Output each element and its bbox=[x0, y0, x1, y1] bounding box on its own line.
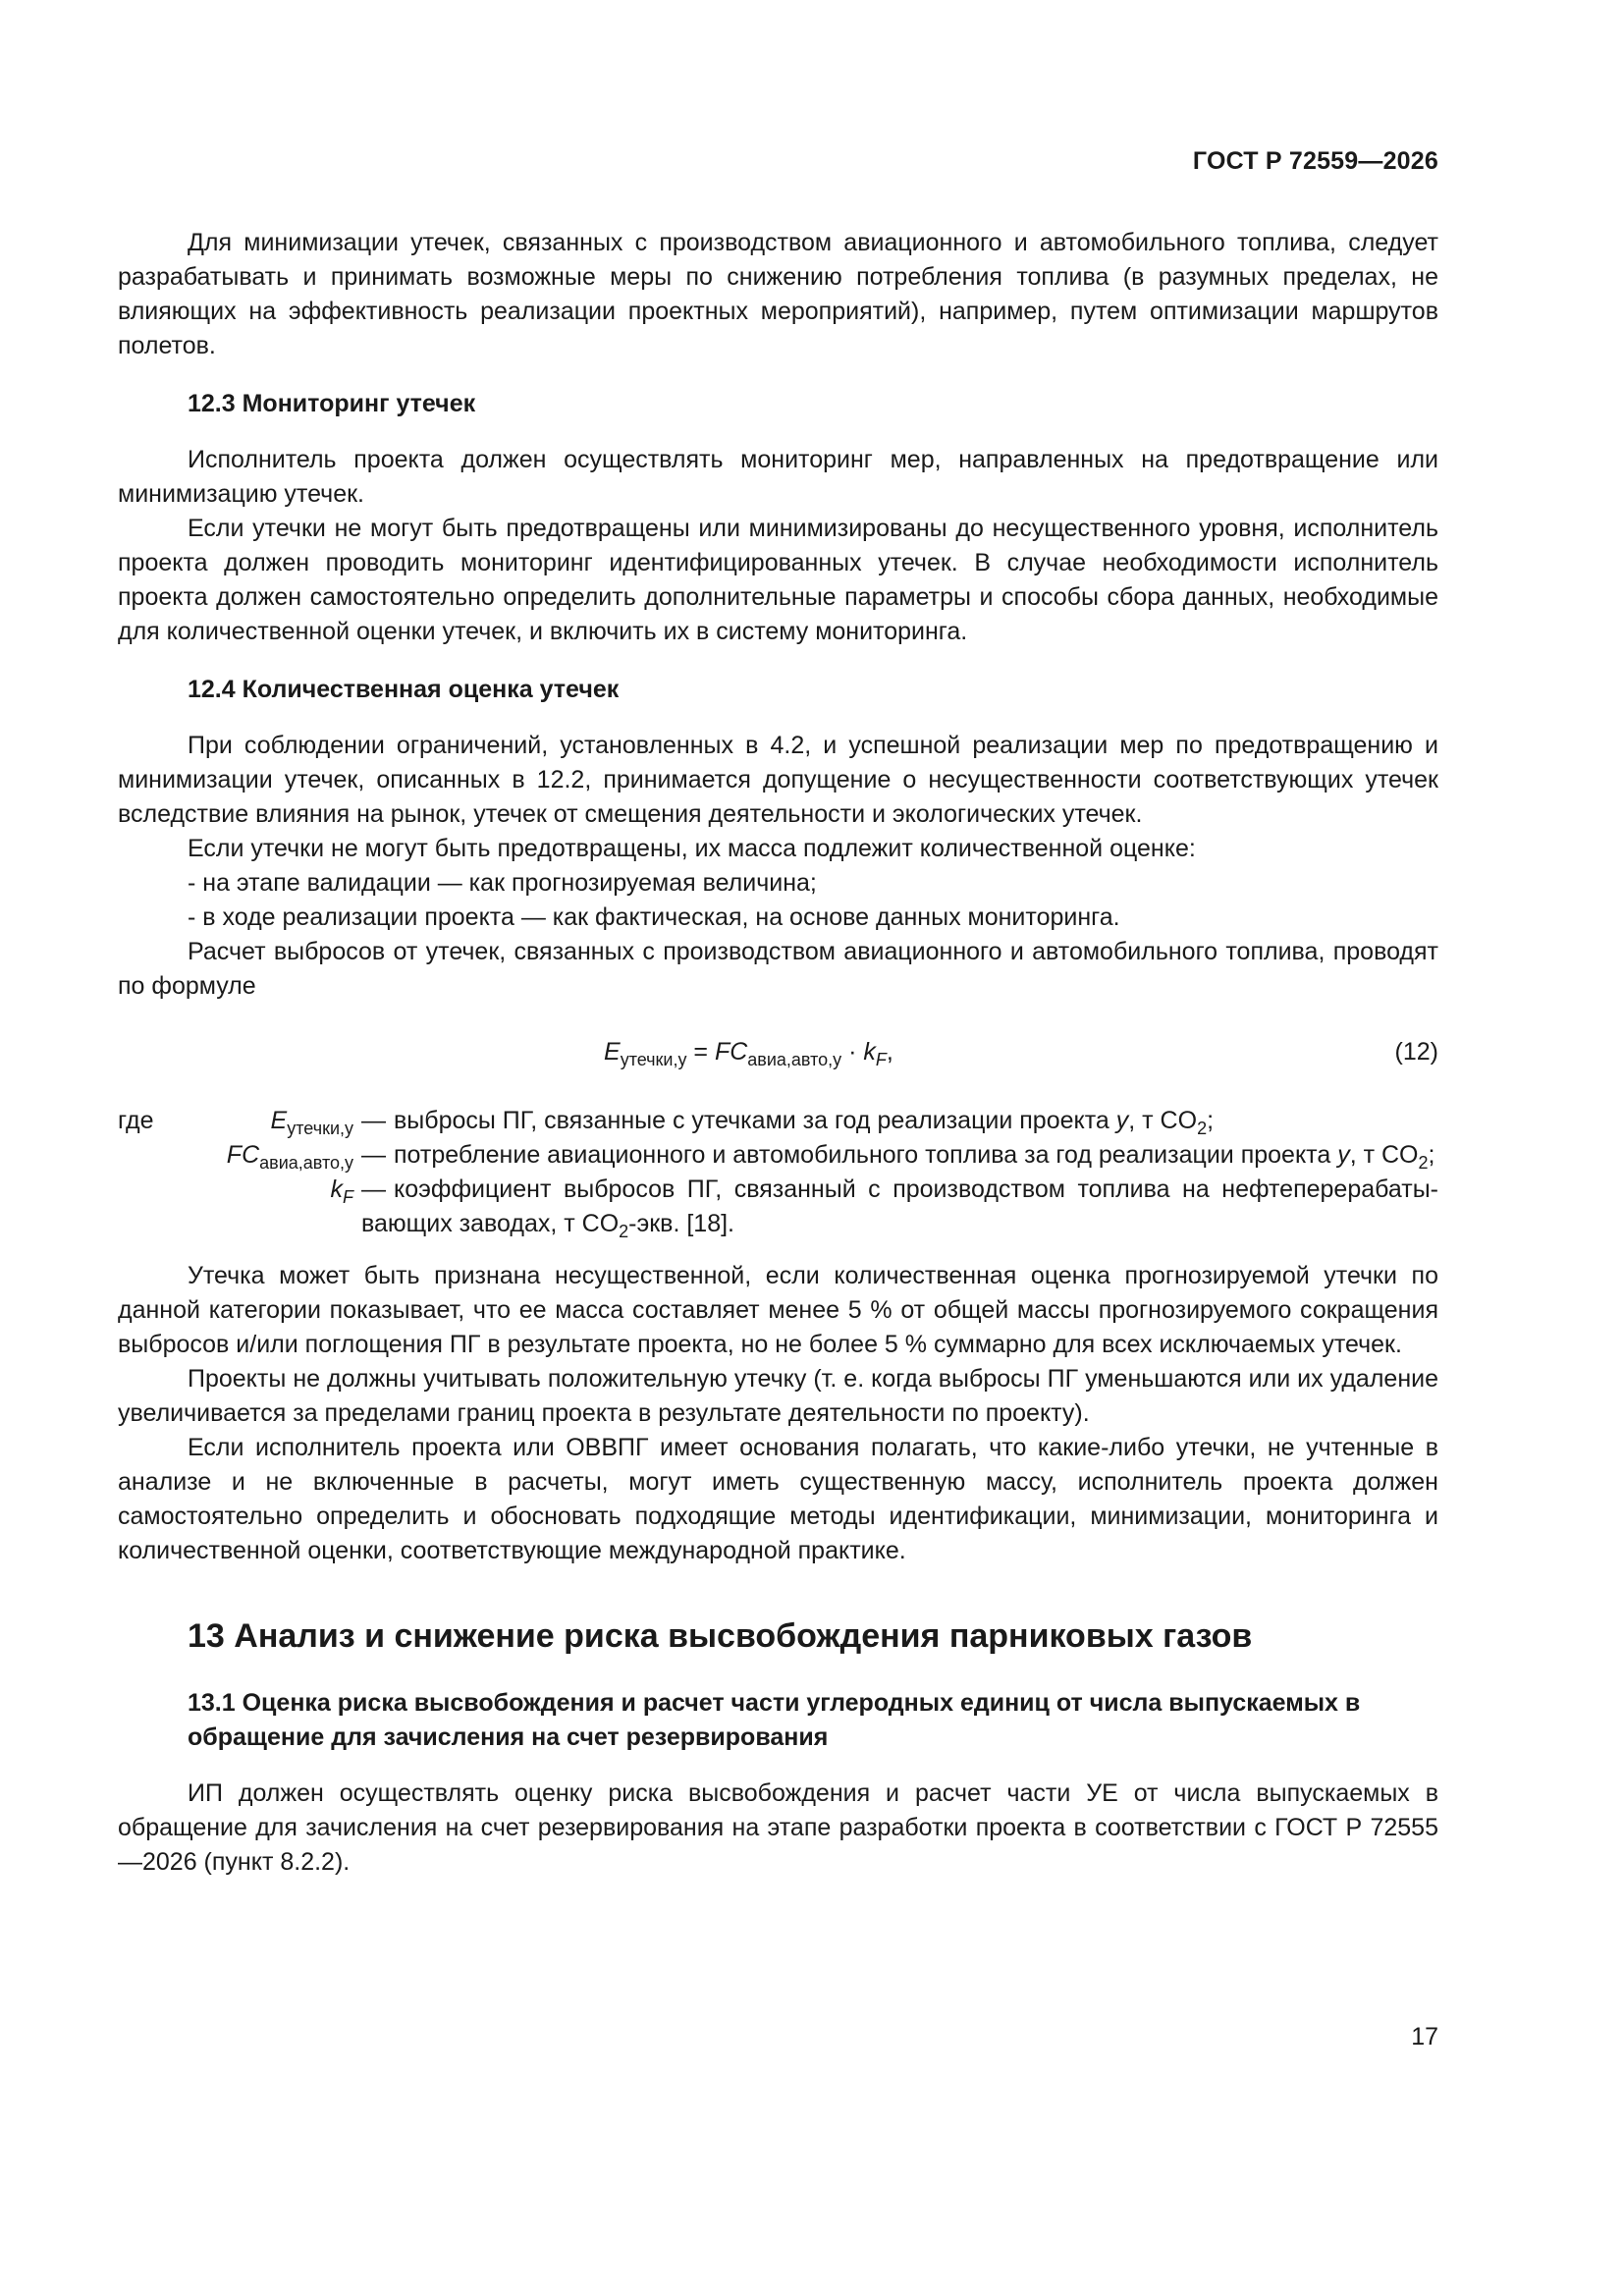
definition-fc-fuel: $FC_{авиа,авто,y}$ — потребление авиационного и автомобильного топлива за год реализации проекта y, т $CO_2$; bbox=[226, 1141, 1435, 1173]
section-12-4-heading: 12.4 Количественная оценка утечек bbox=[188, 676, 620, 703]
formula-12 bbox=[118, 1029, 1438, 1084]
s12-4-paragraph-1: При соблюдении ограничений, установленных в 4.2, и успешной реализации мер по предотвращению и минимизации утечек, описанных в 12.2, принимается допущение о несущественности соответствующих утечек вследствие влияния на рынок, утечек от смещения деятельности и экологических утечек. bbox=[118, 732, 1438, 828]
section-12-3-heading: 12.3 Мониторинг утечек bbox=[188, 390, 476, 417]
s12-4-paragraph-2: Если утечки не могут быть предотвращены, их масса подлежит количественной оценке: bbox=[188, 835, 1196, 862]
formula-number: (12) bbox=[1394, 1038, 1438, 1066]
intro-paragraph: Для минимизации утечек, связанных с производством авиационного и автомобильного топлива, следует разрабатывать и принимать возможные меры по снижению потребления топлива (в разумных пределах, не влияющих на эффективность реализации проектных мероприятий), например, путем оптимизации маршрутов полетов. bbox=[118, 229, 1438, 359]
list-item-implementation: - в ходе реализации проекта — как фактическая, на основе данных мониторинга. bbox=[188, 903, 1120, 931]
s12-3-paragraph-2: Если утечки не могут быть предотвращены или минимизированы до несущественного уровня, исполнитель проекта должен проводить мониторинг идентифицированных утечек. В случае необходимости исполнитель проекта должен самостоятельно определить дополнительные параметры и способы сбора данных, необходимые для количественной оценки утечек, и включить их в систему мониторинга. bbox=[118, 515, 1438, 645]
s12-4-paragraph-5: Проекты не должны учитывать положительную утечку (т. е. когда выбросы ПГ уменьшаются или их удаление увеличивается за пределами границ проекта в результате деятельности по проекту). bbox=[118, 1365, 1438, 1427]
doc-code-header: ГОСТ Р 72559—2026 bbox=[1192, 147, 1438, 175]
s12-4-paragraph-4: Утечка может быть признана несущественной, если количественная оценка прогнозируемой утечки по данной категории показывает, что ее масса составляет менее 5 % от общей массы прогнозируемого сокращения выбросов и/или поглощения ПГ в результате проекта, но не более 5 % суммарно для всех исключаемых утечек. bbox=[118, 1262, 1438, 1358]
s12-3-paragraph-1: Исполнитель проекта должен осуществлять мониторинг мер, направленных на предотвращение или минимизацию утечек. bbox=[118, 446, 1438, 508]
s12-4-paragraph-3: Расчет выбросов от утечек, связанных с производством авиационного и автомобильного топлива, проводят по формуле bbox=[118, 938, 1438, 1000]
page-content bbox=[118, 226, 1438, 1880]
s12-4-paragraph-6: Если исполнитель проекта или ОВВПГ имеет основания полагать, что какие-либо утечки, не учтенные в анализе и не включенные в расчеты, могут иметь существенную массу, исполнитель проекта должен самостоятельно определить и обосновать подходящие методы идентификации, минимизации, мониторинга и количественной оценки, соответствующие международной практике. bbox=[118, 1434, 1438, 1564]
definition-e-leakage: где $E_{утечки,y}$ — выбросы ПГ, связанные с утечками за год реализации проекта y, т $CO_2$; bbox=[118, 1107, 1215, 1138]
section-13-heading: 13 Анализ и снижение риска высвобождения парниковых газов bbox=[188, 1617, 1253, 1655]
list-item-validation: - на этапе валидации — как прогнозируемая величина; bbox=[188, 869, 817, 897]
formula-expression: $E_{утечки,y} = FC_{авиа,авто,y} \cdot k_F$, bbox=[604, 1038, 893, 1069]
definition-k-factor: $k_F$ — коэффициент выбросов ПГ, связанный с производством топлива на нефтеперерабатывающих заводах, т $CO_2$-экв. [18]. bbox=[330, 1175, 1438, 1241]
formula-definitions bbox=[118, 1104, 1438, 1241]
page-number: 17 bbox=[1411, 2023, 1438, 2050]
section-13-1-heading: 13.1 Оценка риска высвобождения и расчет части углеродных единиц от числа выпускаемых в обращение для зачисления на счет резервирования bbox=[188, 1689, 1361, 1751]
s13-1-paragraph-1: ИП должен осуществлять оценку риска высвобождения и расчет части УЕ от числа выпускаемых в обращение для зачисления на счет резервирования на этапе разработки проекта в соответствии с ГОСТ Р 72555—2026 (пункт 8.2.2). bbox=[118, 1779, 1438, 1876]
